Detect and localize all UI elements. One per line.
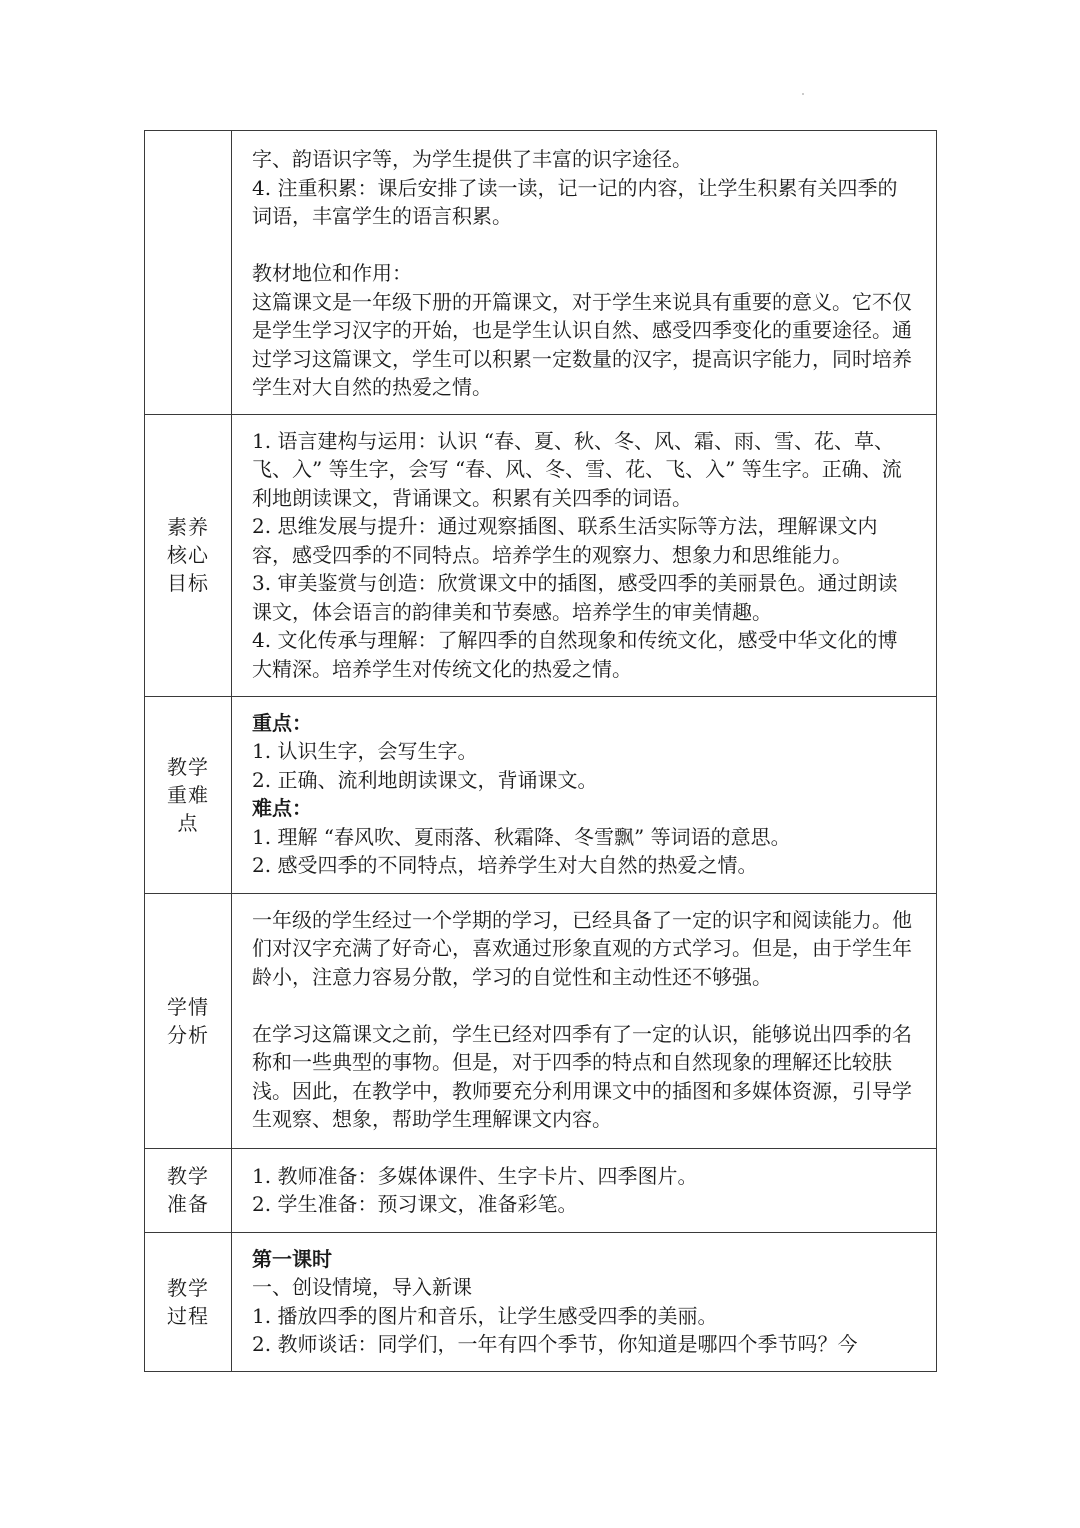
goal-item: 3. 审美鉴赏与创造：欣赏课文中的插图，感受四季的美丽景色。通过朗读课文，体会语言的韵律美和节奏感。培养学生的审美情趣。 <box>252 571 898 624</box>
paragraph: 在学习这篇课文之前，学生已经对四季有了一定的认识，能够说出四季的名称和一些典型的事物。但是，对于四季的特点和自然现象的理解还比较肤浅。因此，在教学中，教师要充分利用课文中的插图和多媒体资源，引导学生观察、想象，帮助学生理解课文内容。 <box>252 1021 912 1131</box>
table-row <box>145 414 937 696</box>
row-label: 教学重难点 <box>167 754 209 835</box>
row-content-cell <box>232 131 937 415</box>
paragraph: 这篇课文是一年级下册的开篇课文，对于学生来说具有重要的意义。它不仅是学生学习汉字的开始，也是学生认识自然、感受四季变化的重要途径。通过学习这篇课文，学生可以积累一定数量的汉字，提高识字能力，同时培养学生对大自然的热爱之情。 <box>252 289 912 399</box>
prep-item: 2. 学生准备：预习课文，准备彩笔。 <box>252 1192 578 1216</box>
paragraph: 字、韵语识字等，为学生提供了丰富的识字途径。 <box>252 147 692 171</box>
row-label: 教学过程 <box>167 1275 209 1328</box>
table-row <box>145 696 937 893</box>
table-row <box>145 131 937 415</box>
row-label-cell <box>145 414 232 696</box>
period-title: 第一课时 <box>252 1246 332 1271</box>
row-content-cell <box>232 696 937 893</box>
paragraph: 4. 注重积累：课后安排了读一读，记一记的内容，让学生积累有关四季的词语，丰富学生的语言积累。 <box>252 175 898 228</box>
goal-item: 2. 思维发展与提升：通过观察插图、联系生活实际等方法，理解课文内容，感受四季的不同特点。培养学生的观察力、想象力和思维能力。 <box>252 514 878 567</box>
table-row <box>145 1148 937 1232</box>
key-point-item: 2. 正确、流利地朗读课文，背诵课文。 <box>252 767 598 792</box>
difficult-point-item: 2. 感受四季的不同特点，培养学生对大自然的热爱之情。 <box>252 853 758 877</box>
goal-item: 4. 文化传承与理解：了解四季的自然现象和传统文化，感受中华文化的博大精深。培养学生对传统文化的热爱之情。 <box>252 628 898 681</box>
row-content-cell <box>232 893 937 1148</box>
key-point-item: 1. 认识生字，会写生字。 <box>252 739 478 763</box>
row-label: 学情分析 <box>167 994 209 1047</box>
difficult-points-title: 难点： <box>252 796 312 820</box>
process-step: 1. 播放四季的图片和音乐，让学生感受四季的美丽。 <box>252 1303 718 1328</box>
prep-item: 1. 教师准备：多媒体课件、生字卡片、四季图片。 <box>252 1163 698 1188</box>
row-content-cell <box>232 1232 937 1371</box>
goal-item: 1. 语言建构与运用：认识 “春、夏、秋、冬、风、霜、雨、雪、花、草、飞、入” 等生字，会写 “春、风、冬、雪、花、飞、入” 等生字。正确、流利地朗读课文，背诵课文。积累有关四季的词语。 <box>252 428 902 510</box>
process-step: 2. 教师谈话：同学们，一年有四个季节，你知道是哪四个季节吗？今 <box>252 1332 858 1356</box>
paragraph: 一年级的学生经过一个学期的学习，已经具备了一定的识字和阅读能力。他们对汉字充满了好奇心，喜欢通过形象直观的方式学习。但是，由于学生年龄小，注意力容易分散，学习的自觉性和主动性还不够强。 <box>252 907 912 989</box>
row-label-cell <box>145 893 232 1148</box>
row-label-cell <box>145 1148 232 1232</box>
row-label-cell <box>145 1232 232 1371</box>
row-label: 素养核心目标 <box>167 515 209 595</box>
key-points-title: 重点： <box>252 710 312 735</box>
table-row <box>145 893 937 1148</box>
row-label-cell <box>145 696 232 893</box>
lesson-plan-table <box>144 130 937 1372</box>
row-label-cell <box>145 131 232 415</box>
table-row <box>145 1232 937 1371</box>
row-content-cell <box>232 1148 937 1232</box>
process-step: 一、创设情境，导入新课 <box>252 1275 472 1299</box>
section-title: 教材地位和作用： <box>252 261 412 285</box>
difficult-point-item: 1. 理解 “春风吹、夏雨落、秋霜降、冬雪飘” 等词语的意思。 <box>252 824 791 849</box>
page-mark <box>802 93 804 95</box>
row-content-cell <box>232 414 937 696</box>
row-label: 教学准备 <box>167 1164 209 1216</box>
